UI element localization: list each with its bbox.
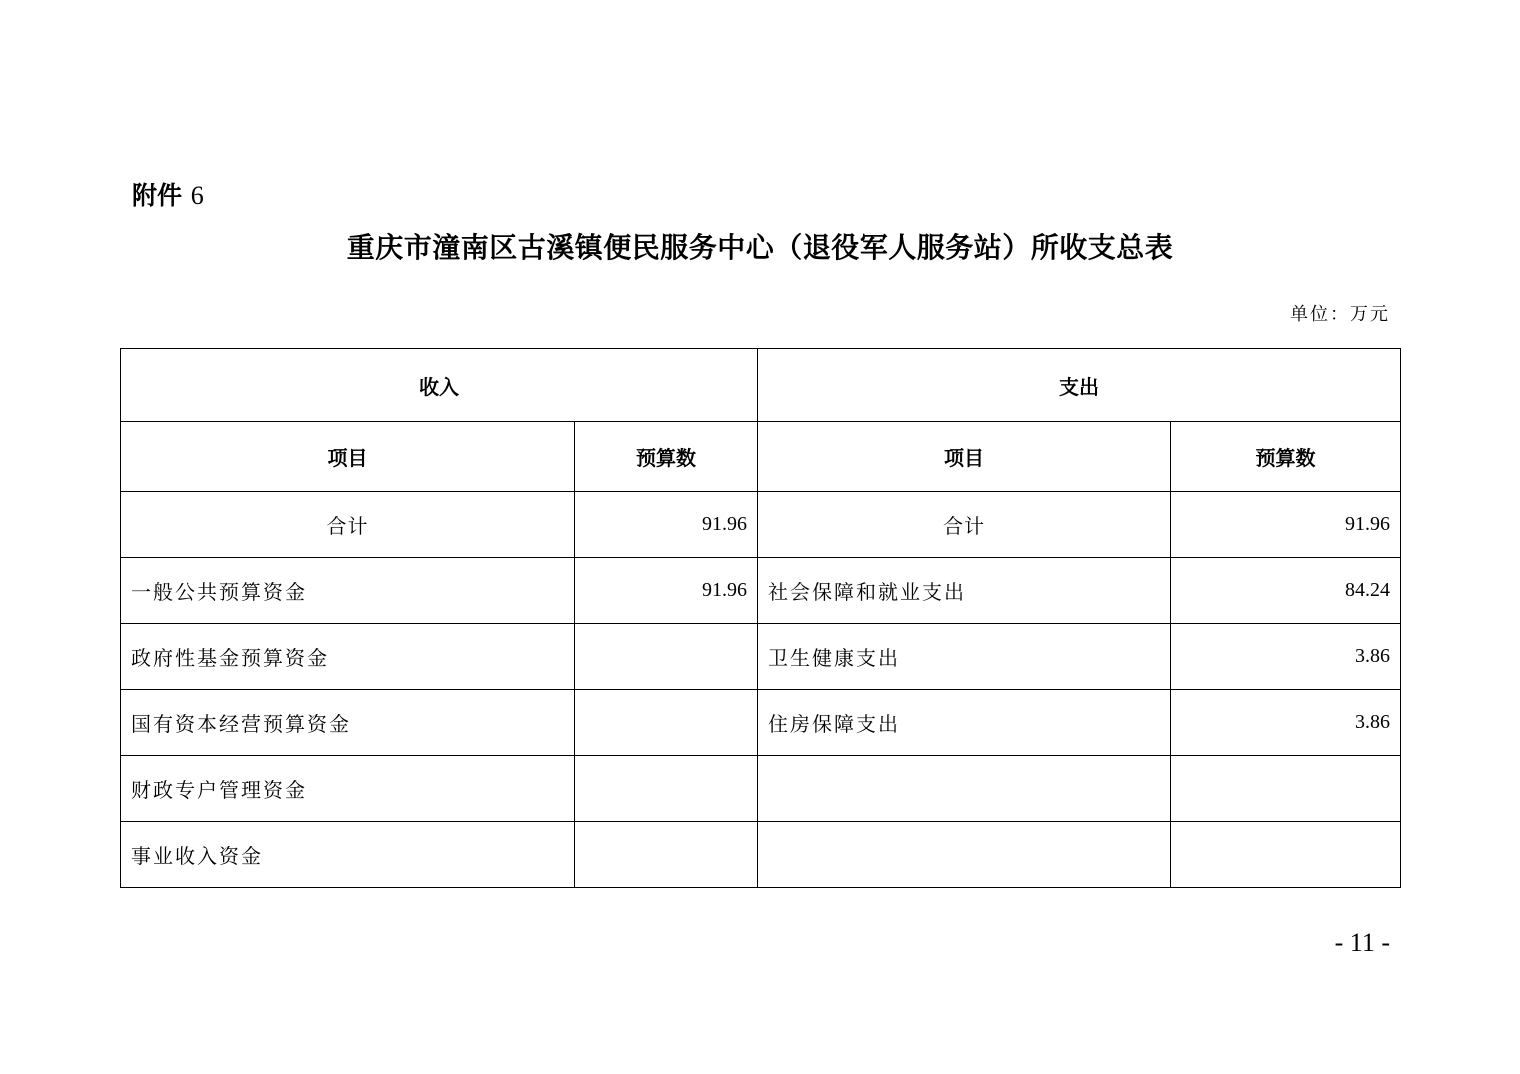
expense-item: 卫生健康支出 — [758, 624, 1171, 690]
group-header-row — [121, 349, 1401, 422]
attachment-text: 附件 — [132, 181, 183, 210]
income-value — [575, 756, 758, 822]
attachment-label — [132, 178, 204, 214]
expense-value: 3.86 — [1171, 690, 1401, 756]
column-header-row — [121, 422, 1401, 492]
expense-item-header: 项目 — [758, 422, 1171, 492]
income-value: 91.96 — [575, 558, 758, 624]
income-budget-header: 预算数 — [575, 422, 758, 492]
income-value — [575, 624, 758, 690]
table-row — [121, 822, 1401, 888]
income-item: 一般公共预算资金 — [121, 558, 575, 624]
income-item: 财政专户管理资金 — [121, 756, 575, 822]
income-value — [575, 822, 758, 888]
expense-item — [758, 822, 1171, 888]
attachment-number: 6 — [190, 181, 204, 210]
total-row — [121, 492, 1401, 558]
table-row — [121, 756, 1401, 822]
income-item-header: 项目 — [121, 422, 575, 492]
unit-label: 单位：万元 — [1290, 304, 1390, 325]
table-row — [121, 558, 1401, 624]
income-total-value: 91.96 — [575, 492, 758, 558]
expense-item: 住房保障支出 — [758, 690, 1171, 756]
expense-value — [1171, 822, 1401, 888]
income-group-header: 收入 — [121, 349, 758, 422]
expense-group-header: 支出 — [758, 349, 1401, 422]
expense-item — [758, 756, 1171, 822]
income-value — [575, 690, 758, 756]
expense-item: 社会保障和就业支出 — [758, 558, 1171, 624]
page-number: - 11 - — [1334, 928, 1390, 957]
expense-budget-header: 预算数 — [1171, 422, 1401, 492]
expense-value — [1171, 756, 1401, 822]
income-total-label: 合计 — [121, 492, 575, 558]
budget-table — [120, 348, 1401, 888]
table-row — [121, 624, 1401, 690]
page-title: 重庆市潼南区古溪镇便民服务中心（退役军人服务站）所收支总表 — [346, 231, 1174, 264]
expense-value: 3.86 — [1171, 624, 1401, 690]
income-item: 政府性基金预算资金 — [121, 624, 575, 690]
expense-value: 84.24 — [1171, 558, 1401, 624]
income-item: 事业收入资金 — [121, 822, 575, 888]
table-row — [121, 690, 1401, 756]
expense-total-value: 91.96 — [1171, 492, 1401, 558]
expense-total-label: 合计 — [758, 492, 1171, 558]
income-item: 国有资本经营预算资金 — [121, 690, 575, 756]
